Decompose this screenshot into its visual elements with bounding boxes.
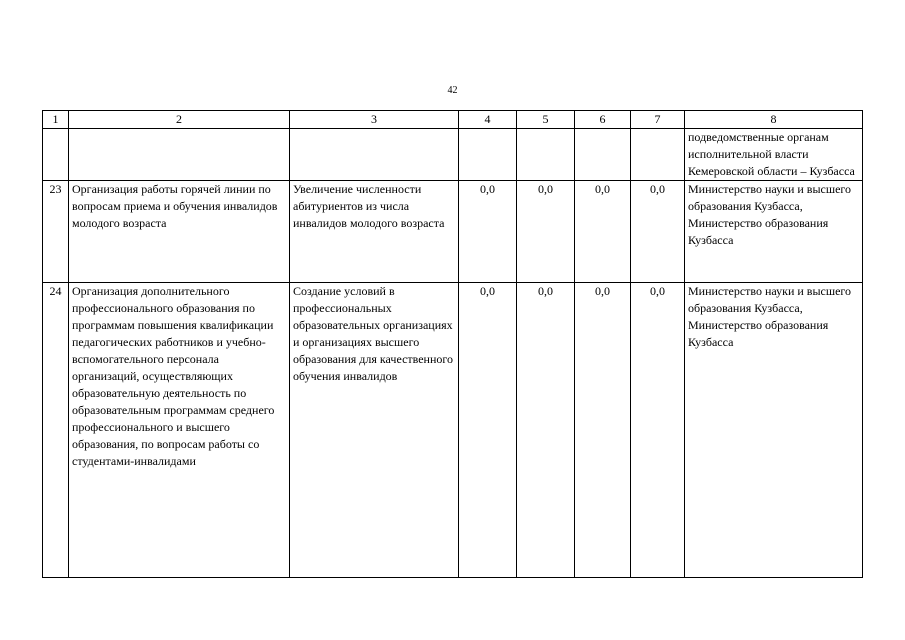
row-number: 23 (43, 181, 69, 283)
table-row (43, 283, 863, 578)
row-number: 24 (43, 283, 69, 578)
value-cell-5: 0,0 (517, 181, 575, 283)
header-col-8: 8 (685, 111, 863, 129)
cell-empty (575, 129, 631, 181)
value-cell-7: 0,0 (631, 283, 685, 578)
value-cell-4: 0,0 (459, 181, 517, 283)
table-row-continuation (43, 129, 863, 181)
value-cell-6: 0,0 (575, 283, 631, 578)
responsible-cell: Министерство науки и высшего образования Кузбасса, Министерство образования Кузбасса (685, 181, 863, 283)
cell-empty (43, 129, 69, 181)
cell-empty (69, 129, 290, 181)
program-table (42, 110, 863, 578)
result-cell: Создание условий в профессиональных образовательных организациях и организациях высшего образования для качественного обучения инвалидов (290, 283, 459, 578)
table-row (43, 181, 863, 283)
cell-empty (459, 129, 517, 181)
header-col-1: 1 (43, 111, 69, 129)
table-header-row (43, 111, 863, 129)
responsible-cell: Министерство науки и высшего образования Кузбасса, Министерство образования Кузбасса (685, 283, 863, 578)
value-cell-4: 0,0 (459, 283, 517, 578)
header-col-3: 3 (290, 111, 459, 129)
page-number: 42 (447, 85, 458, 96)
header-col-6: 6 (575, 111, 631, 129)
responsible-cell: подведомственные органам исполнительной власти Кемеровской области – Кузбасса (685, 129, 863, 181)
value-cell-5: 0,0 (517, 283, 575, 578)
cell-empty (517, 129, 575, 181)
cell-empty (290, 129, 459, 181)
header-col-5: 5 (517, 111, 575, 129)
value-cell-6: 0,0 (575, 181, 631, 283)
result-cell: Увеличение численности абитуриентов из числа инвалидов молодого возраста (290, 181, 459, 283)
activity-cell: Организация дополнительного профессионального образования по программам повышения квалификации педагогических работников и учебно-вспомогательного персонала организаций, осуществляющих образовательную деятельность по образовательным программам среднего профессионального и высшего образования, по вопросам работы со студентами-инвалидами (69, 283, 290, 578)
cell-empty (631, 129, 685, 181)
header-col-2: 2 (69, 111, 290, 129)
header-col-4: 4 (459, 111, 517, 129)
header-col-7: 7 (631, 111, 685, 129)
value-cell-7: 0,0 (631, 181, 685, 283)
activity-cell: Организация работы горячей линии по вопросам приема и обучения инвалидов молодого возраста (69, 181, 290, 283)
